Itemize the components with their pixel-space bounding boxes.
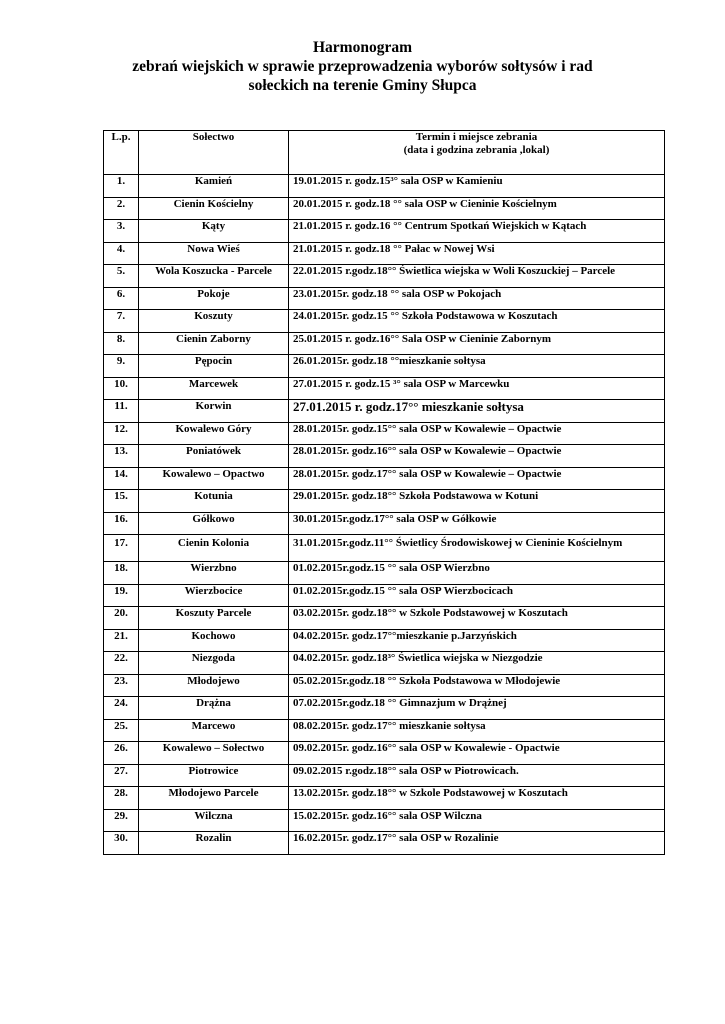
row-village: Kowalewo – Opactwo	[139, 467, 289, 490]
row-number: 22.	[104, 652, 139, 675]
row-village: Niezgoda	[139, 652, 289, 675]
table-row	[104, 674, 665, 697]
row-term: 24.01.2015r. godz.15 °° Szkoła Podstawowa w Koszutach	[289, 310, 665, 333]
table-row	[104, 562, 665, 585]
row-number: 27.	[104, 764, 139, 787]
row-term: 22.01.2015 r.godz.18°° Świetlica wiejska w Woli Koszuckiej – Parcele	[289, 265, 665, 288]
table-row	[104, 787, 665, 810]
table-row	[104, 629, 665, 652]
table-row	[104, 220, 665, 243]
table-row	[104, 697, 665, 720]
row-term: 09.02.2015r. godz.16°° sala OSP w Kowalewie - Opactwie	[289, 742, 665, 765]
title-line-1: Harmonogram	[312, 39, 412, 56]
table-row	[104, 287, 665, 310]
table-row	[104, 742, 665, 765]
row-village: Cienin Zaborny	[139, 332, 289, 355]
row-term: 19.01.2015 r. godz.15³° sala OSP w Kamieniu	[289, 175, 665, 198]
row-number: 30.	[104, 832, 139, 855]
row-village: Nowa Wieś	[139, 242, 289, 265]
row-number: 15.	[104, 490, 139, 513]
row-term: 28.01.2015r. godz.15°° sala OSP w Kowalewie – Opactwie	[289, 422, 665, 445]
table-row	[104, 265, 665, 288]
row-village: Piotrowice	[139, 764, 289, 787]
row-village: Pokoje	[139, 287, 289, 310]
row-village: Kowalewo – Sołectwo	[139, 742, 289, 765]
row-term: 28.01.2015r. godz.16°° sala OSP w Kowalewie – Opactwie	[289, 445, 665, 468]
row-term: 23.01.2015r. godz.18 °° sala OSP w Pokojach	[289, 287, 665, 310]
table-row	[104, 310, 665, 333]
table-row	[104, 445, 665, 468]
row-term: 01.02.2015r.godz.15 °° sala OSP Wierzbno	[289, 562, 665, 585]
row-village: Kochowo	[139, 629, 289, 652]
row-term: 01.02.2015r.godz.15 °° sala OSP Wierzbocicach	[289, 584, 665, 607]
row-village: Wierzbno	[139, 562, 289, 585]
row-term: 27.01.2015 r. godz.15 ³° sala OSP w Marcewku	[289, 377, 665, 400]
row-village: Młodojewo Parcele	[139, 787, 289, 810]
row-number: 28.	[104, 787, 139, 810]
row-village: Kąty	[139, 220, 289, 243]
table-row	[104, 764, 665, 787]
row-village: Koszuty	[139, 310, 289, 333]
schedule-table	[103, 130, 665, 855]
table-row	[104, 175, 665, 198]
table-row	[104, 467, 665, 490]
table-row	[104, 332, 665, 355]
row-number: 6.	[104, 287, 139, 310]
row-village: Cienin Kościelny	[139, 197, 289, 220]
row-term: 08.02.2015r. godz.17°° mieszkanie sołtysa	[289, 719, 665, 742]
row-village: Koszuty Parcele	[139, 607, 289, 630]
row-term: 25.01.2015 r. godz.16°° Sala OSP w Cieninie Zabornym	[289, 332, 665, 355]
table-row	[104, 377, 665, 400]
table-row	[104, 197, 665, 220]
row-number: 13.	[104, 445, 139, 468]
row-term: 09.02.2015 r.godz.18°° sala OSP w Piotrowicach.	[289, 764, 665, 787]
row-term: 20.01.2015 r. godz.18 °° sala OSP w Cieninie Kościelnym	[289, 197, 665, 220]
row-village: Kotunia	[139, 490, 289, 513]
table-row	[104, 535, 665, 562]
row-term: 21.01.2015 r. godz.16 °° Centrum Spotkań Wiejskich w Kątach	[289, 220, 665, 243]
row-term: 15.02.2015r. godz.16°° sala OSP Wilczna	[289, 809, 665, 832]
row-number: 24.	[104, 697, 139, 720]
row-term: 28.01.2015r. godz.17°° sala OSP w Kowalewie – Opactwie	[289, 467, 665, 490]
header-term-line-1: Termin i miejsce zebrania	[415, 131, 538, 143]
row-number: 14.	[104, 467, 139, 490]
row-term: 05.02.2015r.godz.18 °° Szkoła Podstawowa w Młodojewie	[289, 674, 665, 697]
table-row	[104, 400, 665, 423]
row-term: 07.02.2015r.godz.18 °° Gimnazjum w Drążnej	[289, 697, 665, 720]
row-term: 16.02.2015r. godz.17°° sala OSP w Rozalinie	[289, 832, 665, 855]
row-number: 29.	[104, 809, 139, 832]
row-village: Korwin	[139, 400, 289, 423]
row-number: 8.	[104, 332, 139, 355]
row-number: 25.	[104, 719, 139, 742]
row-number: 23.	[104, 674, 139, 697]
row-village: Poniatówek	[139, 445, 289, 468]
header-term-line-2: (data i godzina zebrania ,lokal)	[403, 144, 550, 156]
table-row	[104, 652, 665, 675]
header-lp: L.p.	[104, 131, 139, 175]
document-title	[0, 38, 725, 95]
row-village: Marcewo	[139, 719, 289, 742]
table-row	[104, 355, 665, 378]
row-number: 17.	[104, 535, 139, 562]
row-village: Gółkowo	[139, 512, 289, 535]
row-village: Wola Koszucka - Parcele	[139, 265, 289, 288]
table-row	[104, 512, 665, 535]
row-number: 1.	[104, 175, 139, 198]
row-term: 27.01.2015 r. godz.17°° mieszkanie sołtysa	[289, 400, 665, 423]
row-number: 16.	[104, 512, 139, 535]
header-term	[289, 131, 665, 175]
row-term: 26.01.2015r. godz.18 °°mieszkanie sołtysa	[289, 355, 665, 378]
table-row	[104, 809, 665, 832]
header-village: Sołectwo	[139, 131, 289, 175]
row-number: 9.	[104, 355, 139, 378]
row-village: Marcewek	[139, 377, 289, 400]
title-line-2: zebrań wiejskich w sprawie przeprowadzenia wyborów sołtysów i rad	[132, 58, 593, 75]
row-number: 19.	[104, 584, 139, 607]
row-village: Kowalewo Góry	[139, 422, 289, 445]
row-number: 3.	[104, 220, 139, 243]
row-village: Wierzbocice	[139, 584, 289, 607]
row-village: Kamień	[139, 175, 289, 198]
row-term: 13.02.2015r. godz.18°° w Szkole Podstawowej w Koszutach	[289, 787, 665, 810]
row-term: 29.01.2015r. godz.18°° Szkoła Podstawowa w Kotuni	[289, 490, 665, 513]
row-number: 2.	[104, 197, 139, 220]
table-row	[104, 422, 665, 445]
row-term: 31.01.2015r.godz.11°° Świetlicy Środowiskowej w Cieninie Kościelnym	[289, 535, 665, 562]
row-term: 03.02.2015r. godz.18°° w Szkole Podstawowej w Koszutach	[289, 607, 665, 630]
row-number: 10.	[104, 377, 139, 400]
row-village: Drążna	[139, 697, 289, 720]
row-number: 7.	[104, 310, 139, 333]
table-row	[104, 490, 665, 513]
row-number: 20.	[104, 607, 139, 630]
table-row	[104, 242, 665, 265]
table-row	[104, 832, 665, 855]
header-row	[104, 131, 665, 175]
table-row	[104, 584, 665, 607]
row-village: Cienin Kolonia	[139, 535, 289, 562]
row-number: 21.	[104, 629, 139, 652]
row-village: Rozalin	[139, 832, 289, 855]
title-line-3: sołeckich na terenie Gminy Słupca	[248, 77, 477, 94]
table-row	[104, 719, 665, 742]
row-number: 11.	[104, 400, 139, 423]
row-village: Wilczna	[139, 809, 289, 832]
row-village: Pępocin	[139, 355, 289, 378]
row-term: 04.02.2015r. godz.17°°mieszkanie p.Jarzyńskich	[289, 629, 665, 652]
row-term: 04.02.2015r. godz.18³° Świetlica wiejska w Niezgodzie	[289, 652, 665, 675]
row-number: 4.	[104, 242, 139, 265]
row-term: 21.01.2015 r. godz.18 °° Pałac w Nowej Wsi	[289, 242, 665, 265]
row-term: 30.01.2015r.godz.17°° sala OSP w Gółkowie	[289, 512, 665, 535]
row-number: 5.	[104, 265, 139, 288]
row-number: 12.	[104, 422, 139, 445]
table-row	[104, 607, 665, 630]
row-number: 18.	[104, 562, 139, 585]
row-village: Młodojewo	[139, 674, 289, 697]
row-number: 26.	[104, 742, 139, 765]
